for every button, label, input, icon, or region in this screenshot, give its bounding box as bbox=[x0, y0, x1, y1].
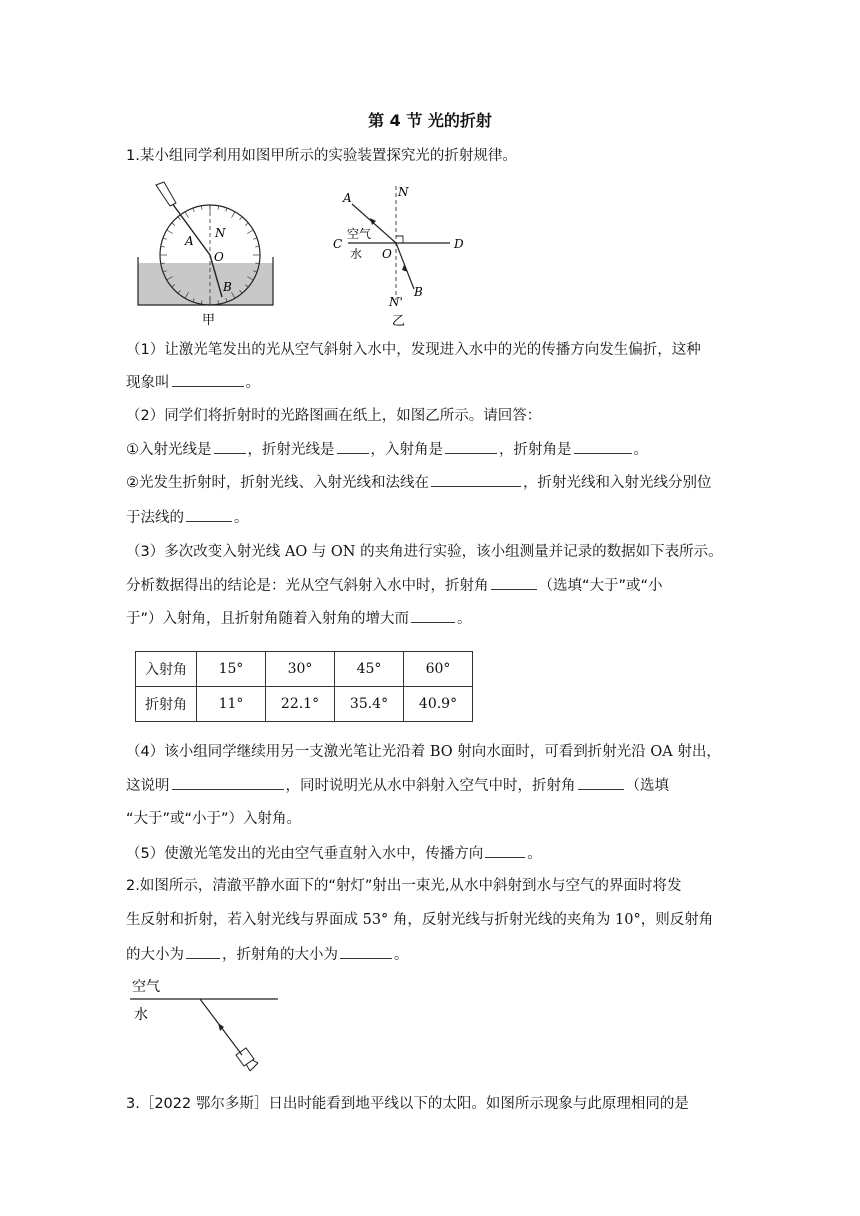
label-b: B bbox=[223, 280, 232, 294]
refracted-ray-ob bbox=[396, 243, 414, 289]
text: ，折射角是 bbox=[499, 442, 572, 458]
q3-line1: 3.［2022 鄂尔多斯］日出时能看到地平线以下的太阳。如图所示现象与此原理相同的是 bbox=[126, 1096, 689, 1112]
tick-mark bbox=[245, 223, 248, 226]
text: 与 bbox=[307, 544, 331, 560]
table-cell: 22.1° bbox=[266, 687, 335, 722]
tick-mark bbox=[226, 208, 227, 212]
q1-part5 bbox=[126, 843, 542, 864]
text: 。 bbox=[633, 442, 648, 458]
q1-part1-line2 bbox=[126, 372, 260, 393]
text: 现象叫 bbox=[126, 375, 170, 391]
answer-blank bbox=[214, 439, 246, 454]
label-n: N bbox=[215, 226, 226, 240]
text: 于”）入射角，且折射角随着入射角的增大而 bbox=[126, 611, 410, 627]
tick-mark bbox=[163, 238, 167, 239]
tick-mark bbox=[201, 206, 202, 210]
text: OA bbox=[650, 744, 673, 760]
text: 。 bbox=[527, 846, 542, 862]
label-d: D bbox=[454, 237, 464, 251]
tick-mark bbox=[232, 212, 236, 218]
text: ②光发生折射时，折射光线、入射光线和法线在 bbox=[126, 475, 429, 491]
answer-blank bbox=[172, 372, 244, 387]
answer-blank bbox=[485, 843, 525, 858]
text: ，入射角是 bbox=[370, 442, 443, 458]
q1-part3-line2 bbox=[126, 575, 663, 596]
answer-blank bbox=[340, 944, 392, 959]
text: 于法线的 bbox=[126, 510, 184, 526]
table-cell: 30° bbox=[266, 652, 335, 687]
text: AO bbox=[284, 544, 308, 560]
q1-part3-line1 bbox=[126, 542, 723, 562]
text: 分析数据得出的结论是：光从空气斜射入水中时，折射角 bbox=[126, 578, 489, 594]
label-water: 水 bbox=[134, 1007, 148, 1023]
label-o: O bbox=[214, 250, 224, 264]
q1-part4-line3: “大于”或“小于”）入射角。 bbox=[126, 811, 302, 827]
q1-part1-line1: （1）让激光笔发出的光从空气斜射入水中，发现进入水中的光的传播方向发生偏折，这种 bbox=[126, 342, 701, 358]
q1-part4-line2 bbox=[126, 775, 669, 796]
answer-blank bbox=[186, 507, 232, 522]
text: 射向水面时，可看到折射光沿 bbox=[452, 744, 651, 760]
table-header-refraction: 折射角 bbox=[136, 687, 197, 722]
answer-blank bbox=[172, 775, 284, 790]
tick-mark bbox=[255, 246, 259, 247]
table-row bbox=[136, 652, 473, 687]
label-a: A bbox=[343, 191, 352, 205]
text: （4）该小组同学继续用另一支激光笔让光沿着 bbox=[126, 744, 430, 760]
tick-mark bbox=[240, 217, 243, 220]
laser-pen bbox=[156, 182, 176, 206]
label-c: C bbox=[333, 237, 343, 251]
text: 这说明 bbox=[126, 778, 170, 794]
text: （5）使激光笔发出的光由空气垂直射入水中，传播方向 bbox=[126, 846, 484, 862]
text: BO bbox=[429, 744, 453, 760]
label-air: 空气 bbox=[347, 227, 372, 241]
answer-blank bbox=[491, 575, 537, 590]
table-cell: 11° bbox=[197, 687, 266, 722]
water-tank-water bbox=[138, 263, 273, 305]
table-cell: 45° bbox=[335, 652, 404, 687]
label-a: A bbox=[185, 234, 194, 248]
figure-yi bbox=[330, 182, 480, 330]
caption-jia: 甲 bbox=[202, 313, 216, 328]
answer-blank bbox=[411, 608, 455, 623]
angle-data-table bbox=[135, 651, 473, 722]
q1-intro: 1.某小组同学利用如图甲所示的实验装置探究光的折射规律。 bbox=[126, 148, 517, 164]
q1-part3-line3 bbox=[126, 608, 472, 629]
text: ON bbox=[330, 544, 356, 560]
answer-blank bbox=[578, 775, 624, 790]
text: （选填“大于”或“小 bbox=[538, 578, 663, 594]
text: 角，反射光线与折射光线的夹角为 bbox=[388, 912, 616, 928]
table-row bbox=[136, 687, 473, 722]
label-n-prime: N' bbox=[389, 295, 403, 309]
answer-blank bbox=[431, 472, 521, 487]
label-air: 空气 bbox=[132, 979, 160, 995]
text: ，折射光线和入射光线分别位 bbox=[523, 475, 712, 491]
text: （3）多次改变入射光线 bbox=[126, 544, 285, 560]
table-cell: 60° bbox=[404, 652, 473, 687]
text: ，折射角的大小为 bbox=[222, 947, 338, 963]
tick-mark bbox=[247, 230, 253, 234]
text: 。 bbox=[394, 947, 409, 963]
text: 射出， bbox=[672, 744, 721, 760]
text: （选填 bbox=[625, 778, 669, 794]
q1-part2-intro: （2）同学们将折射时的光路图画在纸上，如图乙所示。请回答： bbox=[126, 408, 542, 424]
label-water: 水 bbox=[350, 247, 363, 261]
answer-blank bbox=[337, 439, 369, 454]
tick-mark bbox=[161, 246, 165, 247]
text: ，同时说明光从水中斜射入空气中时，折射角 bbox=[285, 778, 576, 794]
answer-blank bbox=[186, 944, 220, 959]
q2-line1: 2.如图所示，清澈平静水面下的“射灯”射出一束光,从水中斜射到水与空气的界面时将发 bbox=[126, 878, 682, 894]
answer-blank bbox=[445, 439, 497, 454]
tick-mark bbox=[172, 223, 175, 226]
tick-mark bbox=[218, 206, 219, 210]
q1-part2-item2-line2 bbox=[126, 507, 249, 528]
text: 的夹角进行实验，该小组测量并记录的数据如下表所示。 bbox=[355, 544, 723, 560]
text: 。 bbox=[245, 375, 260, 391]
table-header-incident: 入射角 bbox=[136, 652, 197, 687]
tick-mark bbox=[185, 212, 189, 218]
right-angle-mark bbox=[396, 236, 403, 243]
text: ①入射光线是 bbox=[126, 442, 212, 458]
text: 生反射和折射，若入射光线与界面成 bbox=[126, 912, 363, 928]
label-o: O bbox=[382, 247, 392, 261]
text: ，折射光线是 bbox=[247, 442, 335, 458]
q1-part2-item1 bbox=[126, 439, 648, 460]
table-cell: 15° bbox=[197, 652, 266, 687]
table-cell: 40.9° bbox=[404, 687, 473, 722]
text: ，则反射角 bbox=[640, 912, 714, 928]
label-b: B bbox=[414, 285, 423, 299]
answer-blank bbox=[574, 439, 632, 454]
text: 10° bbox=[615, 912, 641, 928]
page-title: 第 4 节 光的折射 bbox=[368, 111, 492, 130]
q1-part2-item2-line1 bbox=[126, 472, 712, 493]
tick-mark bbox=[167, 230, 173, 234]
text: 的大小为 bbox=[126, 947, 184, 963]
text: 。 bbox=[234, 510, 249, 526]
table-cell: 35.4° bbox=[335, 687, 404, 722]
text: 53° bbox=[362, 912, 389, 928]
label-n: N bbox=[398, 185, 409, 199]
q2-line3 bbox=[126, 944, 409, 965]
tick-mark bbox=[253, 238, 257, 239]
figure-jia bbox=[130, 185, 290, 330]
q1-part4-line1 bbox=[126, 742, 721, 762]
caption-yi: 乙 bbox=[392, 314, 406, 329]
tick-mark bbox=[178, 217, 181, 220]
tick-mark bbox=[193, 208, 194, 212]
q2-line2 bbox=[126, 910, 713, 930]
text: 。 bbox=[457, 611, 472, 627]
figure-spotlight bbox=[128, 975, 288, 1075]
